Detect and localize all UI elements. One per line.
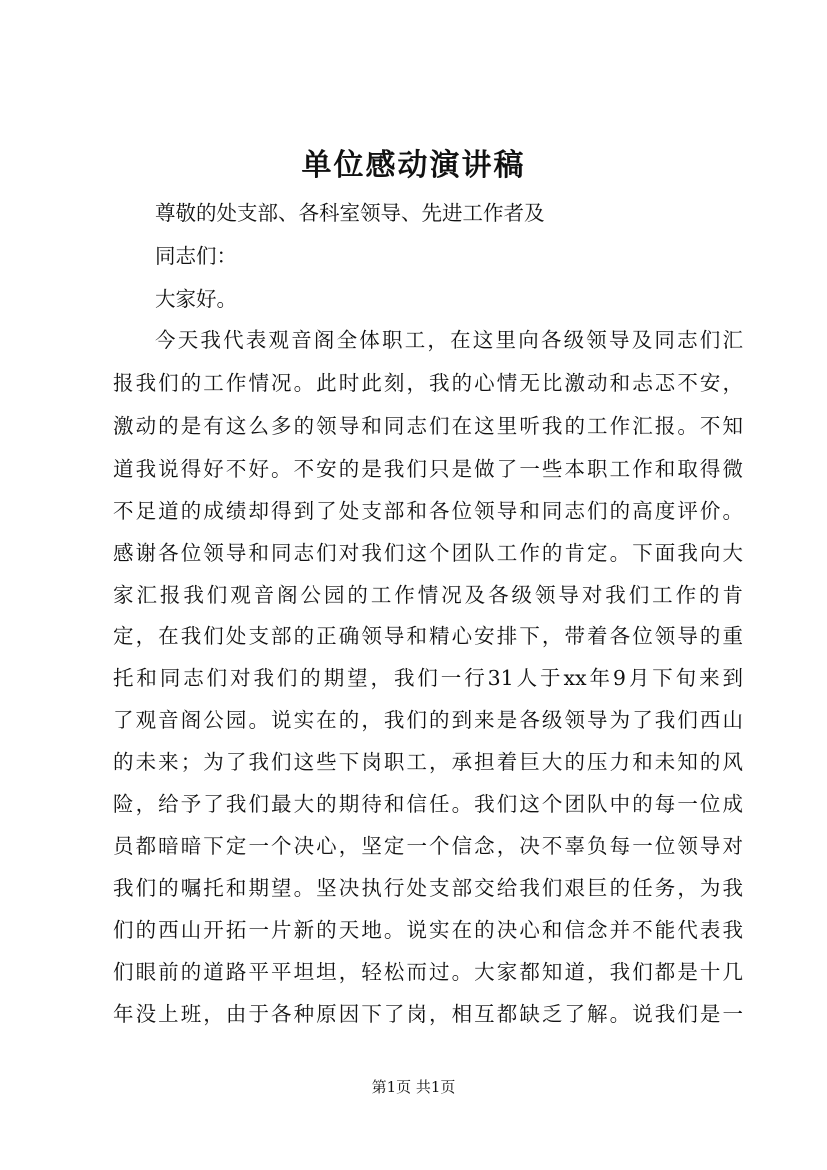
salutation-line-1: 尊敬的处支部、各科室领导、先进工作者及 xyxy=(155,201,545,225)
body-line: 感谢各位领导和同志们对我们这个团队工作的肯定。下面我向大 xyxy=(113,541,743,565)
page-number-footer: 第1页 共1页 xyxy=(371,1078,456,1096)
greeting-line: 大家好。 xyxy=(155,287,237,311)
body-line: 不足道的成绩却得到了处支部和各位领导和同志们的高度评价。 xyxy=(113,499,743,523)
body-line: 的未来；为了我们这些下岗职工，承担着巨大的压力和未知的风 xyxy=(113,750,743,774)
body-line: 们眼前的道路平平坦坦，轻松而过。大家都知道，我们都是十几 xyxy=(113,960,743,984)
body-line: 们的西山开拓一片新的天地。说实在的决心和信念并不能代表我 xyxy=(113,918,743,942)
body-line: 激动的是有这么多的领导和同志们在这里听我的工作汇报。不知 xyxy=(113,414,743,438)
body-line: 了观音阁公园。说实在的，我们的到来是各级领导为了我们西山 xyxy=(113,708,743,732)
body-line: 今天我代表观音阁全体职工，在这里向各级领导及同志们汇 xyxy=(155,328,743,352)
body-line: 险，给予了我们最大的期待和信任。我们这个团队中的每一位成 xyxy=(113,792,743,816)
body-line: 家汇报我们观音阁公园的工作情况及各级领导对我们工作的肯 xyxy=(113,583,743,607)
body-line: 道我说得好不好。不安的是我们只是做了一些本职工作和取得微 xyxy=(113,457,743,481)
body-line: 员都暗暗下定一个决心，坚定一个信念，决不辜负每一位领导对 xyxy=(113,834,743,858)
salutation-line-2: 同志们： xyxy=(155,244,237,268)
document-title: 单位感动演讲稿 xyxy=(301,148,526,183)
body-line: 托和同志们对我们的期望，我们一行31人于xx年9月下旬来到 xyxy=(113,666,743,690)
body-line: 报我们的工作情况。此时此刻，我的心情无比激动和忐忑不安， xyxy=(113,371,743,395)
body-line: 我们的嘱托和期望。坚决执行处支部交给我们艰巨的任务，为我 xyxy=(113,876,743,900)
body-line: 定，在我们处支部的正确领导和精心安排下，带着各位领导的重 xyxy=(113,624,743,648)
body-line: 年没上班，由于各种原因下了岗，相互都缺乏了解。说我们是一 xyxy=(113,1002,743,1026)
